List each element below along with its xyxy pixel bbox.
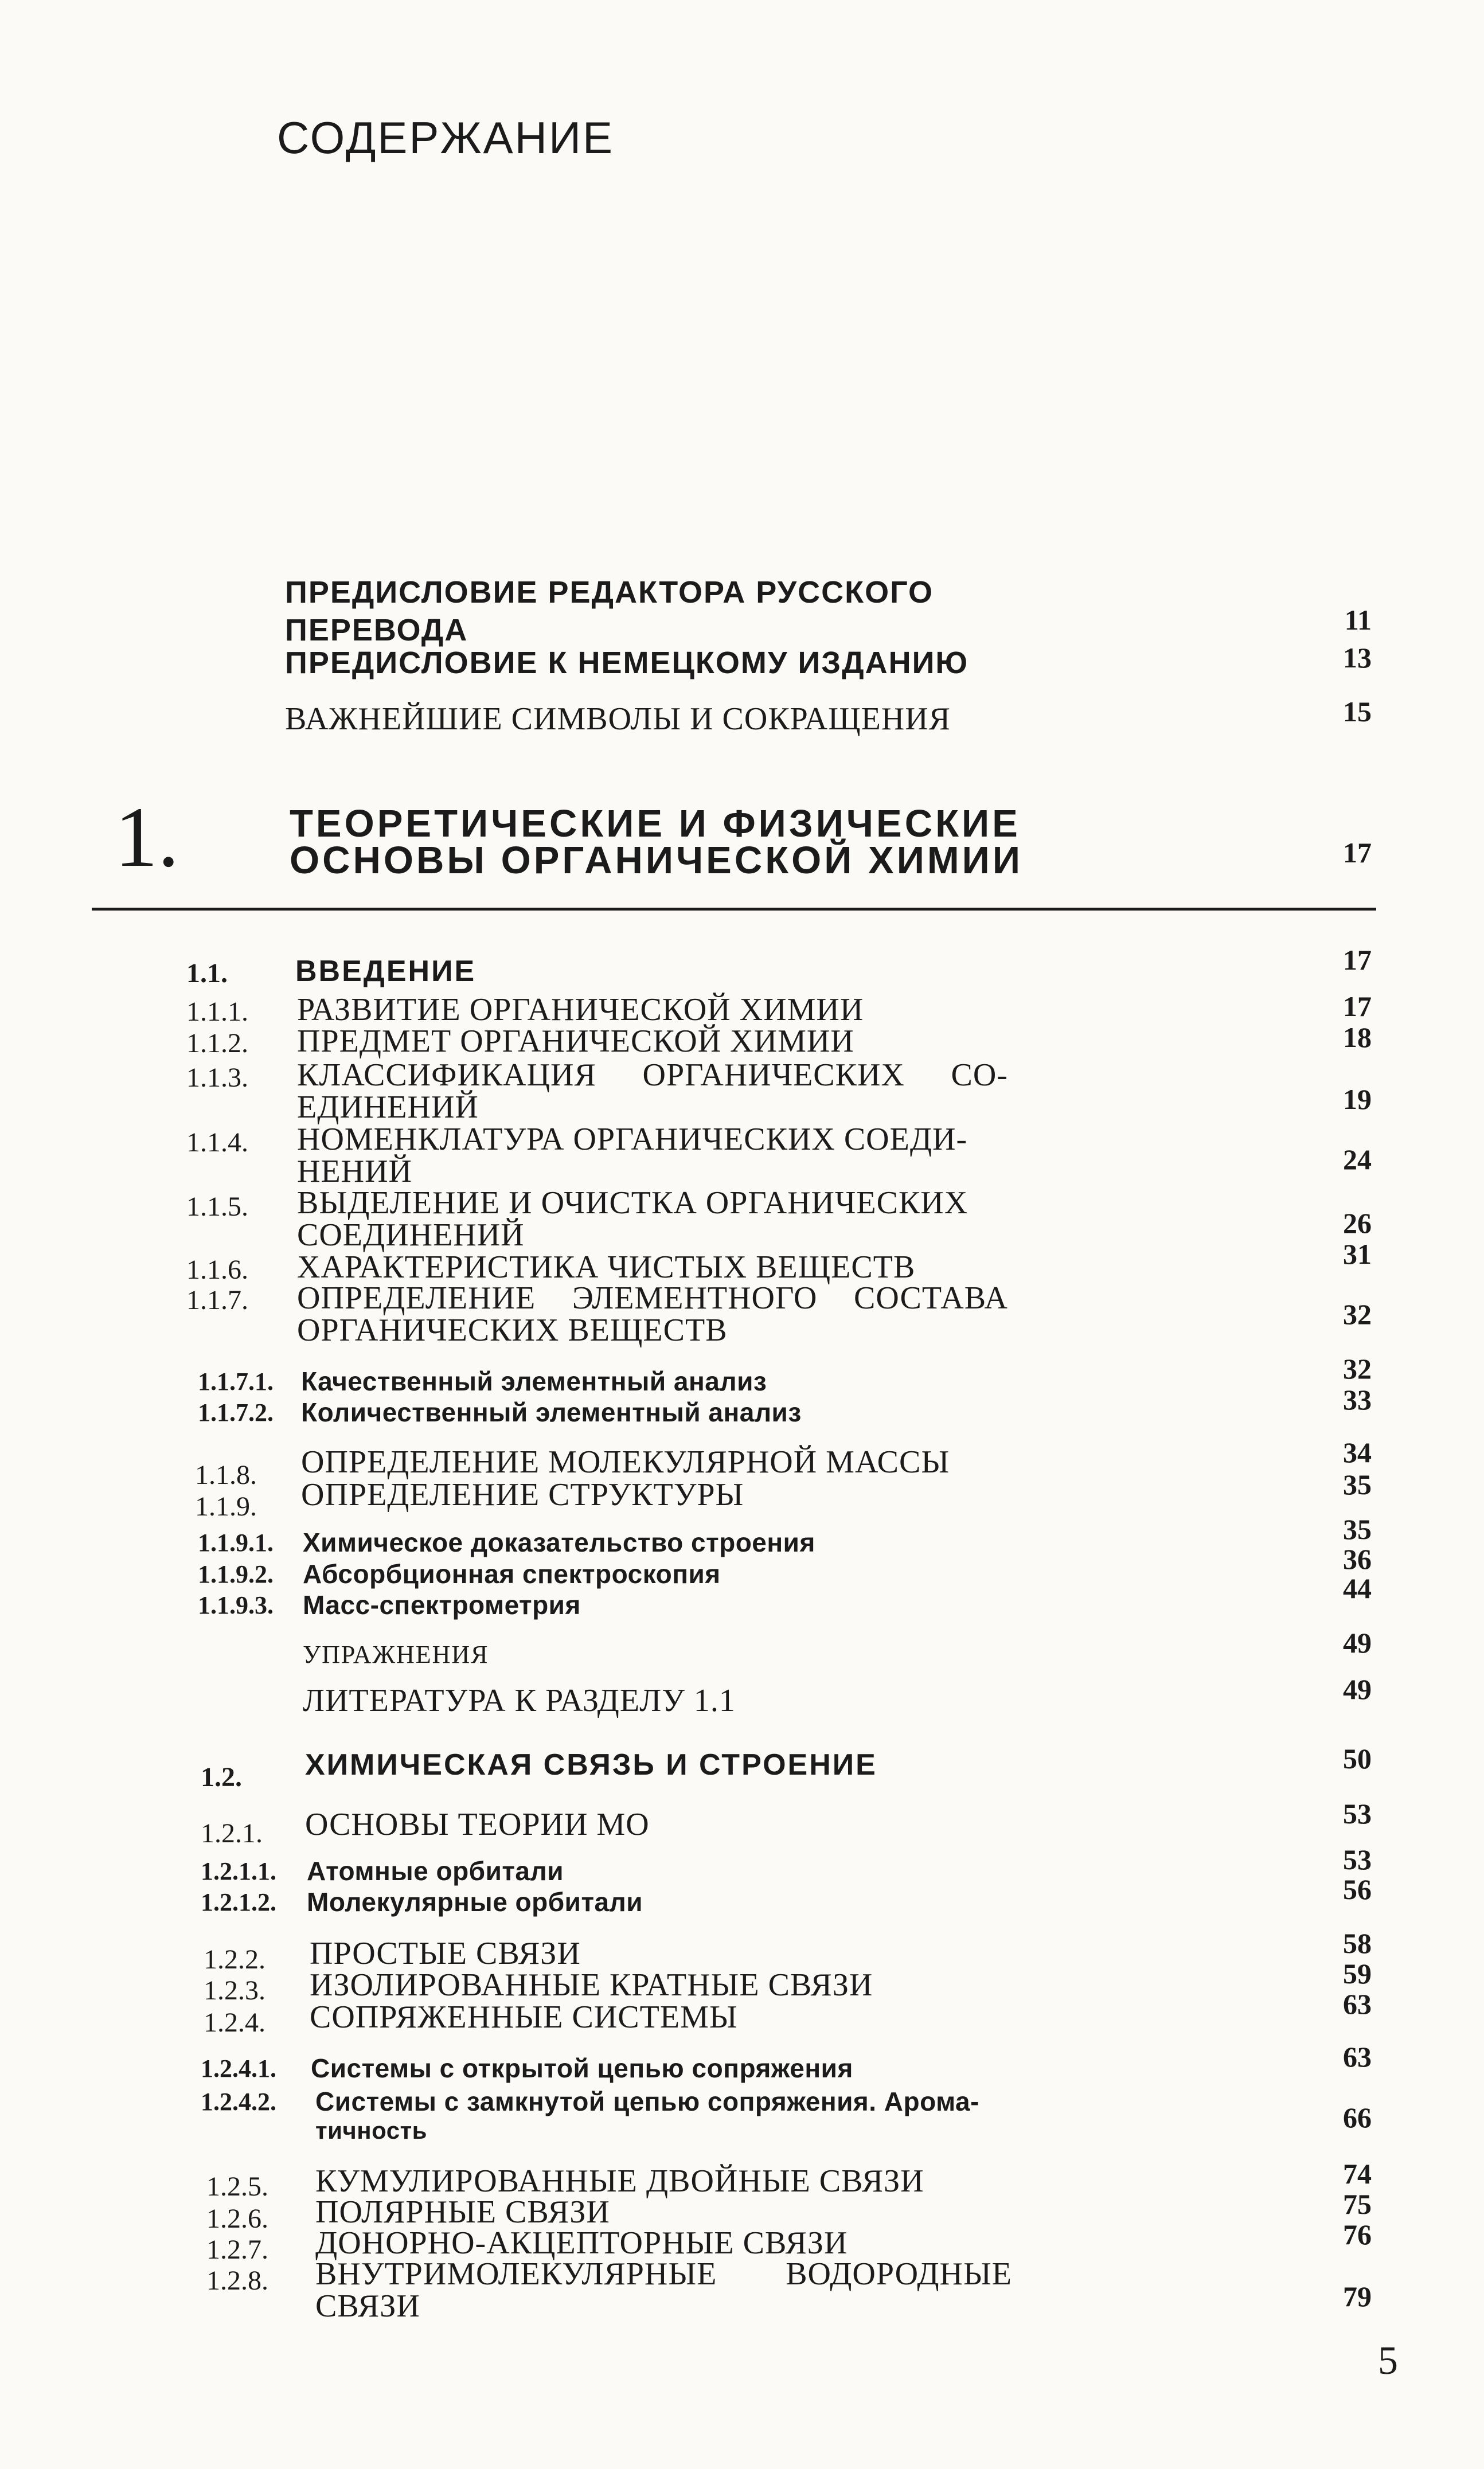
toc-entry-15-page: 44 xyxy=(1343,1572,1372,1604)
toc-entry-18-number: 1.2. xyxy=(201,1762,242,1792)
toc-entry-24-title: СОПРЯЖЕННЫЕ СИСТЕМЫ xyxy=(310,1999,738,2035)
toc-entry-22-page: 58 xyxy=(1343,1927,1372,1959)
toc-entry-8-title-line-2: ОРГАНИЧЕСКИХ ВЕЩЕСТВ xyxy=(297,1312,728,1348)
front-matter-item-2: ПРЕДИСЛОВИЕ К НЕМЕЦКОМУ ИЗДАНИЮ xyxy=(285,646,969,680)
toc-entry-27-number: 1.2.5. xyxy=(206,2171,268,2202)
toc-entry-17-title: ЛИТЕРАТУРА К РАЗДЕЛУ 1.1 xyxy=(303,1683,736,1718)
toc-entry-9-page: 32 xyxy=(1343,1353,1372,1385)
toc-entry-20-title: Атомные орбитали xyxy=(307,1856,564,1886)
toc-entry-24-page: 63 xyxy=(1343,1988,1372,2020)
toc-entry-3-page: 18 xyxy=(1343,1021,1372,1053)
toc-entry-20-page: 53 xyxy=(1343,1843,1372,1876)
toc-entry-14-number: 1.1.9.2. xyxy=(198,1560,274,1588)
front-matter-item-2-page: 13 xyxy=(1343,642,1372,674)
chapter-number: 1. xyxy=(115,790,179,885)
toc-entry-23-title: ИЗОЛИРОВАННЫЕ КРАТНЫЕ СВЯЗИ xyxy=(310,1967,873,2003)
toc-entry-26-page: 66 xyxy=(1343,2101,1372,2134)
toc-entry-30-page: 79 xyxy=(1343,2280,1372,2312)
toc-entry-10-page: 33 xyxy=(1343,1384,1372,1416)
toc-entry-6-number: 1.1.5. xyxy=(186,1191,248,1222)
front-matter-item-3: ВАЖНЕЙШИЕ СИМВОЛЫ И СОКРАЩЕНИЯ xyxy=(285,701,951,737)
toc-entry-6-title-line-1: ВЫДЕЛЕНИЕ И ОЧИСТКА ОРГАНИЧЕСКИХ xyxy=(297,1185,968,1221)
toc-entry-30-title-line-2: СВЯЗИ xyxy=(315,2288,420,2324)
toc-entry-4-number: 1.1.3. xyxy=(186,1062,248,1093)
toc-entry-21-page: 56 xyxy=(1343,1873,1372,1905)
toc-entry-5-title-line-1: НОМЕНКЛАТУРА ОРГАНИЧЕСКИХ СОЕДИ- xyxy=(297,1122,968,1157)
toc-entry-25-number: 1.2.4.1. xyxy=(201,2054,276,2083)
toc-entry-13-number: 1.1.9.1. xyxy=(198,1529,274,1557)
toc-entry-11-page: 34 xyxy=(1343,1436,1372,1468)
toc-entry-1-title: ВВЕДЕНИЕ xyxy=(295,955,477,988)
toc-entry-11-number: 1.1.8. xyxy=(195,1460,257,1490)
toc-entry-23-page: 59 xyxy=(1343,1958,1372,1990)
page-title: СОДЕРЖАНИЕ xyxy=(277,112,615,163)
toc-entry-2-title: РАЗВИТИЕ ОРГАНИЧЕСКОЙ ХИМИИ xyxy=(297,992,864,1028)
toc-entry-30-number: 1.2.8. xyxy=(206,2265,268,2296)
toc-entry-8-page: 32 xyxy=(1343,1298,1372,1330)
toc-entry-27-page: 74 xyxy=(1343,2158,1372,2190)
toc-entry-3-number: 1.1.2. xyxy=(186,1028,248,1058)
toc-entry-8-word-2: ЭЛЕМЕНТНОГО xyxy=(572,1280,818,1316)
toc-entry-24-number: 1.2.4. xyxy=(204,2007,265,2038)
chapter-rule xyxy=(92,908,1376,911)
toc-entry-30-word-2: ВОДОРОДНЫЕ xyxy=(786,2256,1012,2292)
toc-entry-8-word-3: СОСТАВА xyxy=(854,1280,1008,1316)
toc-entry-4-title-line-1 xyxy=(297,1057,1008,1093)
toc-entry-2-number: 1.1.1. xyxy=(186,997,248,1027)
toc-entry-18-title: ХИМИЧЕСКАЯ СВЯЗЬ И СТРОЕНИЕ xyxy=(305,1748,877,1782)
toc-entry-21-number: 1.2.1.2. xyxy=(201,1888,276,1916)
toc-entry-12-page: 35 xyxy=(1343,1468,1372,1501)
toc-entry-9-title: Качественный элементный анализ xyxy=(301,1366,767,1396)
toc-entry-19-page: 53 xyxy=(1343,1798,1372,1830)
toc-entry-1-page: 17 xyxy=(1343,944,1372,976)
toc-entry-26-number: 1.2.4.2. xyxy=(201,2088,276,2116)
toc-entry-13-page: 35 xyxy=(1343,1513,1372,1545)
front-matter-item-1-line-2: ПЕРЕВОДА xyxy=(285,613,468,647)
toc-entry-9-number: 1.1.7.1. xyxy=(198,1368,274,1396)
toc-entry-28-title: ПОЛЯРНЫЕ СВЯЗИ xyxy=(315,2194,610,2230)
toc-entry-4-word-1: КЛАССИФИКАЦИЯ xyxy=(297,1057,596,1093)
toc-entry-25-page: 63 xyxy=(1343,2041,1372,2073)
toc-entry-2-page: 17 xyxy=(1343,990,1372,1022)
toc-entry-7-page: 31 xyxy=(1343,1238,1372,1270)
toc-entry-4-title-line-2: ЕДИНЕНИЙ xyxy=(297,1089,479,1125)
toc-entry-7-title: ХАРАКТЕРИСТИКА ЧИСТЫХ ВЕЩЕСТВ xyxy=(297,1249,916,1285)
toc-entry-29-page: 76 xyxy=(1343,2218,1372,2251)
toc-entry-8-word-1: ОПРЕДЕЛЕНИЕ xyxy=(297,1280,536,1316)
toc-entry-14-title: Абсорбционная спектроскопия xyxy=(303,1559,721,1589)
front-matter-item-3-page: 15 xyxy=(1343,696,1372,728)
toc-entry-16-page: 49 xyxy=(1343,1627,1372,1659)
front-matter-item-1-line-1: ПРЕДИСЛОВИЕ РЕДАКТОРА РУССКОГО xyxy=(285,575,934,610)
toc-entry-27-title: КУМУЛИРОВАННЫЕ ДВОЙНЫЕ СВЯЗИ xyxy=(315,2163,924,2199)
toc-entry-26-title-line-1: Системы с замкнутой цепью сопряжения. Арома- xyxy=(315,2087,979,2116)
toc-entry-22-title: ПРОСТЫЕ СВЯЗИ xyxy=(310,1936,581,1971)
toc-entry-8-title-line-1 xyxy=(297,1280,1008,1316)
toc-entry-5-title-line-2: НЕНИЙ xyxy=(297,1154,412,1189)
toc-entry-18-page: 50 xyxy=(1343,1743,1372,1775)
toc-entry-10-number: 1.1.7.2. xyxy=(198,1398,274,1427)
toc-entry-4-page: 19 xyxy=(1343,1083,1372,1115)
toc-entry-26-title-line-2: тичность xyxy=(315,2117,427,2144)
toc-entry-1-number: 1.1. xyxy=(186,958,228,989)
chapter-title-line-2: ОСНОВЫ ОРГАНИЧЕСКОЙ ХИМИИ xyxy=(290,839,1023,882)
toc-entry-23-number: 1.2.3. xyxy=(204,1975,265,2006)
toc-entry-12-number: 1.1.9. xyxy=(195,1491,257,1522)
toc-entry-21-title: Молекулярные орбитали xyxy=(307,1887,643,1917)
toc-entry-28-page: 75 xyxy=(1343,2188,1372,2220)
toc-entry-29-number: 1.2.7. xyxy=(206,2234,268,2265)
toc-entry-4-word-3: СО- xyxy=(951,1057,1008,1093)
toc-entry-3-title: ПРЕДМЕТ ОРГАНИЧЕСКОЙ ХИМИИ xyxy=(297,1023,854,1059)
chapter-page: 17 xyxy=(1343,837,1372,869)
toc-entry-10-title: Количественный элементный анализ xyxy=(301,1397,802,1427)
toc-entry-5-page: 24 xyxy=(1343,1143,1372,1175)
toc-entry-4-word-2: ОРГАНИЧЕСКИХ xyxy=(642,1057,905,1093)
toc-entry-14-page: 36 xyxy=(1343,1543,1372,1575)
toc-entry-12-title: ОПРЕДЕЛЕНИЕ СТРУКТУРЫ xyxy=(301,1477,744,1513)
toc-entry-6-title-line-2: СОЕДИНЕНИЙ xyxy=(297,1217,525,1253)
toc-entry-6-page: 26 xyxy=(1343,1207,1372,1239)
toc-entry-8-number: 1.1.7. xyxy=(186,1285,248,1315)
toc-entry-15-title: Масс-спектрометрия xyxy=(303,1590,581,1620)
toc-entry-5-number: 1.1.4. xyxy=(186,1127,248,1158)
toc-entry-28-number: 1.2.6. xyxy=(206,2204,268,2234)
toc-entry-19-number: 1.2.1. xyxy=(201,1818,263,1849)
toc-entry-25-title: Системы с открытой цепью сопряжения xyxy=(311,2053,853,2083)
toc-entry-19-title: ОСНОВЫ ТЕОРИИ МО xyxy=(305,1807,650,1842)
toc-entry-30-word-1: ВНУТРИМОЛЕКУЛЯРНЫЕ xyxy=(315,2256,717,2292)
toc-entry-15-number: 1.1.9.3. xyxy=(198,1591,274,1619)
toc-entry-7-number: 1.1.6. xyxy=(186,1255,248,1285)
toc-entry-29-title: ДОНОРНО-АКЦЕПТОРНЫЕ СВЯЗИ xyxy=(315,2225,848,2261)
front-matter-item-1-page: 11 xyxy=(1344,604,1372,636)
toc-entry-11-title: ОПРЕДЕЛЕНИЕ МОЛЕКУЛЯРНОЙ МАССЫ xyxy=(301,1444,950,1480)
toc-entry-13-title: Химическое доказательство строения xyxy=(303,1528,815,1557)
chapter-title-line-1: ТЕОРЕТИЧЕСКИЕ И ФИЗИЧЕСКИЕ xyxy=(290,802,1021,845)
toc-entry-22-number: 1.2.2. xyxy=(204,1944,265,1975)
toc-entry-16-title: УПРАЖНЕНИЯ xyxy=(303,1640,489,1669)
toc-entry-20-number: 1.2.1.1. xyxy=(201,1857,276,1885)
toc-entry-17-page: 49 xyxy=(1343,1673,1372,1705)
page-number: 5 xyxy=(1378,2339,1398,2383)
toc-entry-30-title-line-1 xyxy=(315,2256,1012,2292)
